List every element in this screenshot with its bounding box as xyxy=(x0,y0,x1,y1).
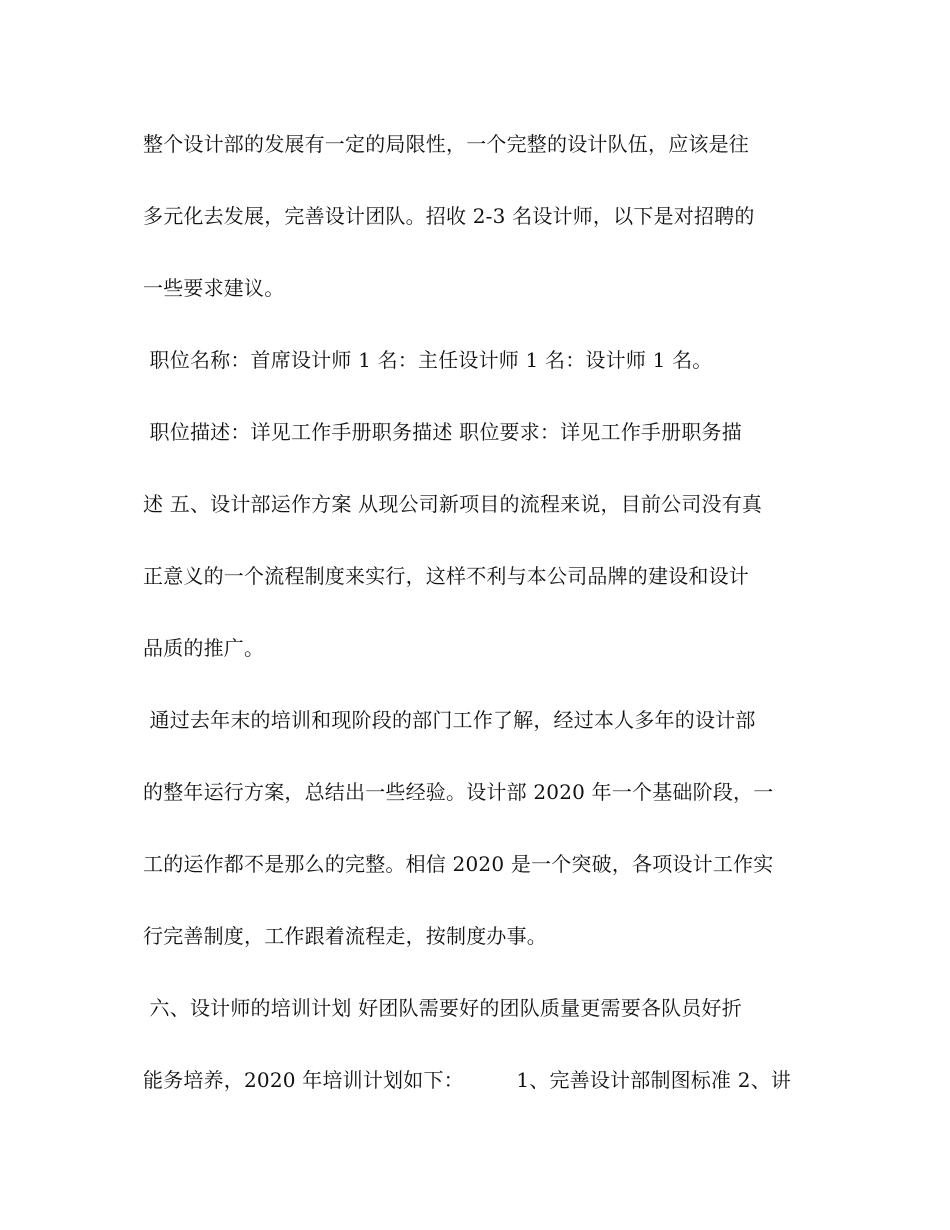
text-line: 一些要求建议。 xyxy=(143,276,285,300)
text-line: 行完善制度，工作跟着流程走，按制度办事。 xyxy=(143,924,547,948)
text-line: 能务培养，2020 年培训计划如下： 1、完善设计部制图标准 2、讲 xyxy=(143,1068,792,1092)
text-line: 工的运作都不是那么的完整。相信 2020 是一个突破，各项设计工作实 xyxy=(143,852,774,876)
text-line: 述 五、设计部运作方案 从现公司新项目的流程来说，目前公司没有真 xyxy=(143,492,763,516)
text-line: 整个设计部的发展有一定的局限性，一个完整的设计队伍，应该是往 xyxy=(143,132,749,156)
text-line: 六、设计师的培训计划 好团队需要好的团队质量更需要各队员好折 xyxy=(143,996,742,1020)
text-line: 的整年运行方案，总结出一些经验。设计部 2020 年一个基础阶段，一 xyxy=(143,780,774,804)
text-line: 职位名称：首席设计师 1 名：主任设计师 1 名：设计师 1 名。 xyxy=(143,348,713,372)
text-line: 职位描述：详见工作手册职务描述 职位要求：详见工作手册职务描 xyxy=(143,420,742,444)
text-line: 通过去年末的培训和现阶段的部门工作了解，经过本人多年的设计部 xyxy=(143,708,756,732)
text-line: 多元化去发展，完善设计团队。招收 2-3 名设计师，以下是对招聘的 xyxy=(143,204,755,228)
text-line: 正意义的一个流程制度来实行，这样不利与本公司品牌的建设和设计 xyxy=(143,564,749,588)
text-line: 品质的推广。 xyxy=(143,636,265,660)
